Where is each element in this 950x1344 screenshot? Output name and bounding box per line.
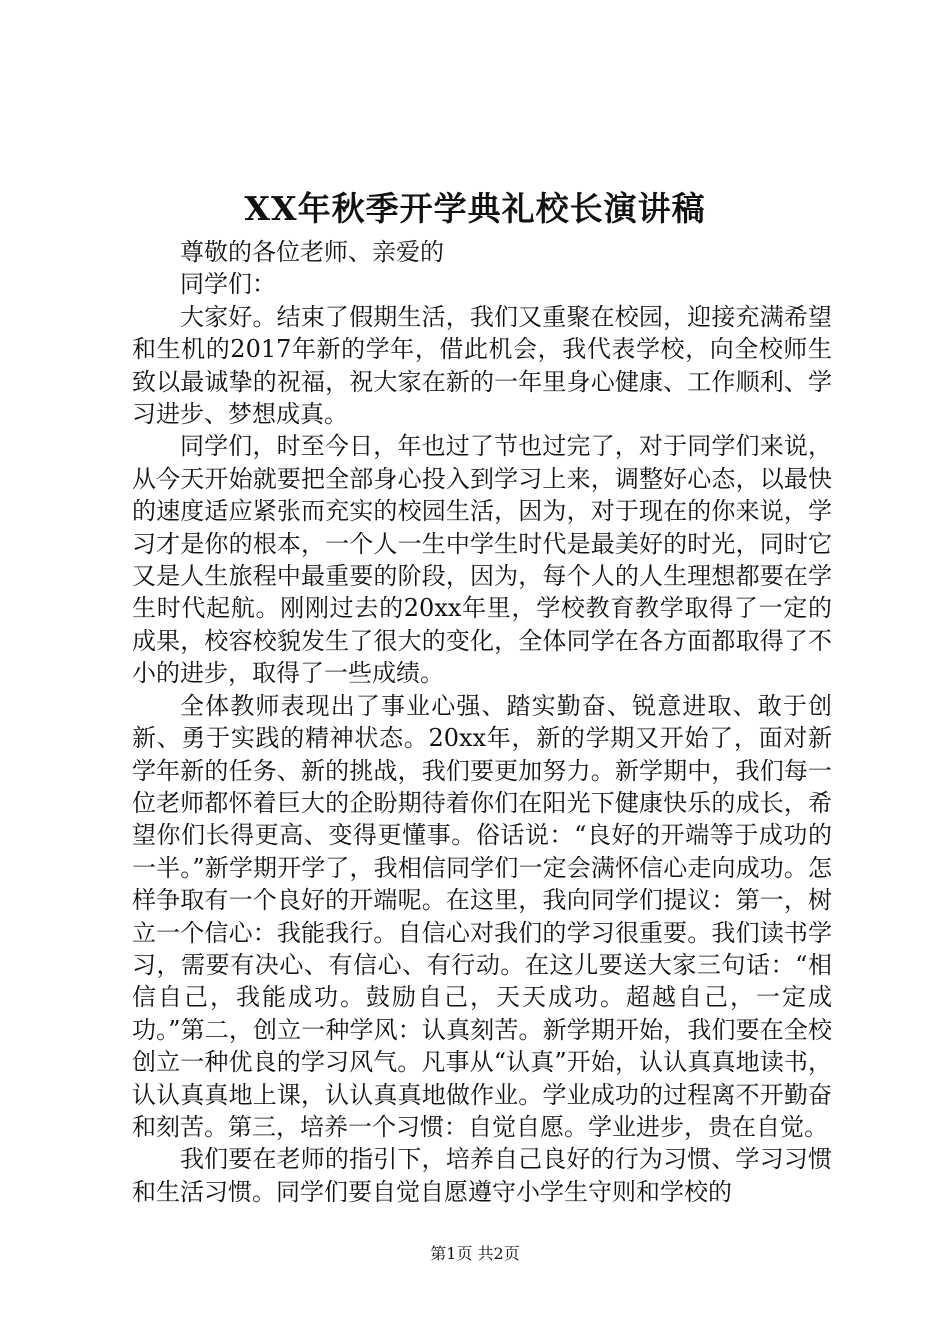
paragraph-salutation: 尊敬的各位老师、亲爱的 xyxy=(180,238,444,266)
paragraph-habits: 我们要在老师的指引下，培养自己良好的行为习惯、学习习惯和生活习惯。同学们要自觉自愿遵守小学生守则和学校的 xyxy=(132,1145,832,1206)
document-title: XX年秋季开学典礼校长演讲稿 xyxy=(244,189,706,228)
paragraph-greeting: 大家好。结束了假期生活，我们又重聚在校园，迎接充满希望和生机的2017年新的学年，借此机会，我代表学校，向全校师生致以最诚挚的祝福，祝大家在新的一年里身心健康、工作顺利、学习进步、梦想成真。 xyxy=(132,302,832,429)
page-number-footer: 第1页 共2页 xyxy=(430,1244,520,1263)
paragraph-teachers: 全体教师表现出了事业心强、踏实勤奋、锐意进取、敢于创新、勇于实践的精神状态。20xx年，新的学期又开始了，面对新学年新的任务、新的挑战，我们要更加努力。新学期中，我们每一位老师都怀着巨大的企盼期待着你们在阳光下健康快乐的成长，希望你们长得更高、变得更懂事。俗话说：“良好的开端等于成功的一半。”新学期开学了，我相信同学们一定会满怀信心走向成功。怎样争取有一个良好的开端呢。在这里，我向同学们提议：第一，树立一个信心：我能我行。自信心对我们的学习很重要。我们读书学习，需要有决心、有信心、有行动。在这儿要送大家三句话：“相信自己，我能成功。鼓励自己，天天成功。超越自己，一定成功。”第二，创立一种学风：认真刻苦。新学期开始，我们要在全校创立一种优良的学习风气。凡事从“认真”开始，认认真真地读书，认认真真地上课，认认真真地做作业。学业成功的过程离不开勤奋和刻苦。第三，培养一个习惯：自觉自愿。学业进步，贵在自觉。 xyxy=(132,691,832,1141)
paragraph-salutation-cont: 同学们： xyxy=(180,270,276,299)
paragraph-study-focus: 同学们，时至今日，年也过了节也过完了，对于同学们来说，从今天开始就要把全部身心投入到学习上来，调整好心态，以最快的速度适应紧张而充实的校园生活，因为，对于现在的你来说，学习才是你的根本，一个人一生中学生时代是最美好的时光，同时它又是人生旅程中最重要的阶段，因为，每个人的人生理想都要在学生时代起航。刚刚过去的20xx年里，学校教育教学取得了一定的成果，校容校貌发生了很大的变化，全体同学在各方面都取得了不小的进步，取得了一些成绩。 xyxy=(132,432,832,688)
document-body xyxy=(132,236,832,1208)
